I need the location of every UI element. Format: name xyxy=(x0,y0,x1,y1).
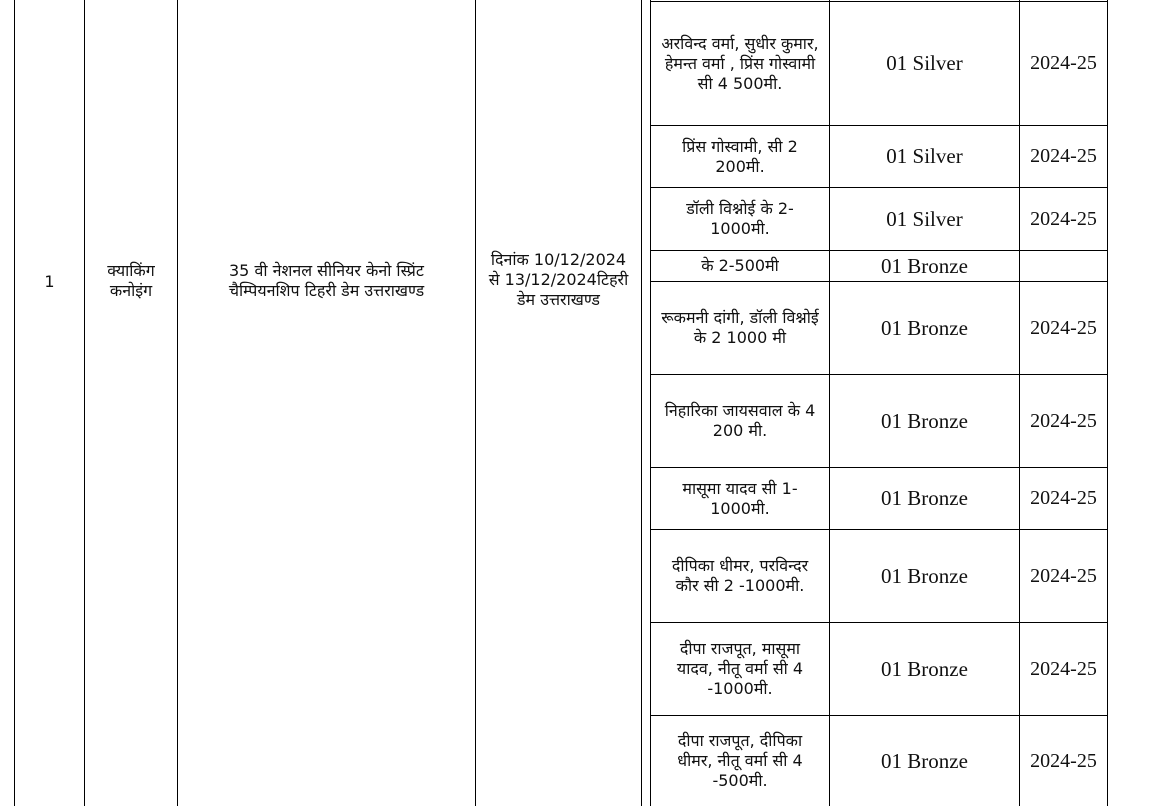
players-cell: अरविन्द वर्मा, सुधीर कुमार, हेमन्त वर्मा , प्रिंस गोस्वामी सी 4 500मी. xyxy=(661,33,819,93)
players-cell: दीपिका धीमर, परविन्दर कौर सी 2 -1000मी. xyxy=(671,556,809,595)
year-cell: 2024-25 xyxy=(1030,52,1097,74)
year-cell: 2024-25 xyxy=(1030,749,1097,772)
grid-line xyxy=(177,0,178,806)
grid-line xyxy=(1107,0,1108,806)
event-name: 35 वी नेशनल सीनियर केनो स्प्रिंट चैम्पियनशिप टिहरी डेम उत्तराखण्ड xyxy=(228,261,425,300)
medal-cell: 01 Bronze xyxy=(881,748,968,773)
date-venue: दिनांक 10/12/2024 से 13/12/2024टिहरी डेम उत्तराखण्ड xyxy=(488,250,629,309)
medal-cell: 01 Silver xyxy=(886,206,963,231)
year-cell: 2024-25 xyxy=(1030,409,1097,432)
medal-cell: 01 Bronze xyxy=(881,486,968,510)
players-cell: दीपा राजपूत, दीपिका धीमर, नीतू वर्मा सी 4 -500मी. xyxy=(677,731,803,790)
medal-cell: 01 Silver xyxy=(886,144,963,168)
serial-number: 1 xyxy=(44,272,55,291)
players-cell: के 2-500मी xyxy=(701,256,779,275)
year-cell: 2024-25 xyxy=(1030,564,1097,587)
medal-cell: 01 Bronze xyxy=(881,563,968,588)
players-cell: निहारिका जायसवाल के 4 200 मी. xyxy=(664,401,816,440)
sport-name: क्याकिंग कनोइंग xyxy=(107,261,155,300)
players-cell: मासूमा यादव सी 1-1000मी. xyxy=(682,478,798,518)
grid-line xyxy=(84,0,85,806)
year-cell: 2024-25 xyxy=(1030,145,1097,167)
players-cell: प्रिंस गोस्वामी, सी 2 200मी. xyxy=(682,136,798,176)
grid-line xyxy=(475,0,476,806)
medal-cell: 01 Silver xyxy=(886,51,963,75)
medal-cell: 01 Bronze xyxy=(881,253,968,278)
year-cell xyxy=(1020,251,1107,281)
grid-line xyxy=(641,0,642,806)
players-cell: दीपा राजपूत, मासूमा यादव, नीतू वर्मा सी 4 -1000मी. xyxy=(676,639,804,698)
medal-cell: 01 Bronze xyxy=(881,315,968,340)
year-cell: 2024-25 xyxy=(1030,316,1097,339)
year-cell: 2024-25 xyxy=(1030,657,1097,680)
year-cell: 2024-25 xyxy=(1030,207,1097,230)
medal-cell: 01 Bronze xyxy=(881,408,968,433)
medal-cell: 01 Bronze xyxy=(881,656,968,681)
players-cell: रूकमनी दांगी, डॉली विश्नोई के 2 1000 मी xyxy=(661,308,819,347)
players-cell: डॉली विश्नोई के 2-1000मी. xyxy=(686,199,794,238)
grid-line xyxy=(14,0,15,806)
year-cell: 2024-25 xyxy=(1030,487,1097,509)
